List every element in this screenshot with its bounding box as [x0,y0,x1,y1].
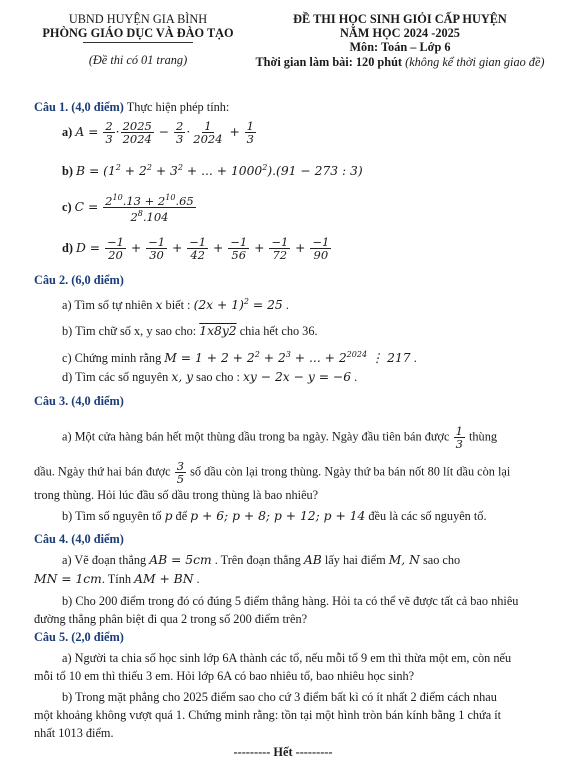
q4-a-line2: MN = 1cm. Tính AM + BN . [34,572,200,586]
q1-d-expr: D = $\frac{-1}{20}$ + $\frac{-1}{30}$ + $\frac{-1}{42}$ + $\frac{-1}{56}$ + $\frac{-1}{72}$ + $\frac{-1}{90}$ [76,235,330,262]
q5-b-line1: b) Trong mặt phẳng cho 2025 điểm sao cho cứ 3 điểm bất kì có ít nhất 2 điểm cách nhau [62,690,497,704]
q1-a-label: a) [62,125,73,139]
q1-a-expr: A = $\frac{2}{3}$ · $\frac{2025}{2024}$ − $\frac{2}{3}$ · $\frac{1}{2024}$ + $\frac{1}{3}$ [75,119,254,146]
time-limit-main: Thời gian làm bài: 120 phút [255,55,403,69]
q1-title: Câu 1. (4,0 điểm) [34,100,124,114]
q2-c: c) Chứng minh rằng $M = 1 + 2 + 2^2 + 2^3$ + ... + $2^{2024}$ ⋮ 217 . [62,350,417,366]
q4-b-line2: đường thẳng phân biệt đi qua 2 trong số 200 điểm trên? [34,612,308,626]
time-limit [240,55,560,69]
q1-b [62,163,363,179]
q3-a-text3: dầu. Ngày thứ hai bán được [34,464,171,479]
q1-d [62,236,332,261]
q5-title: Câu 5. (2,0 điểm) [34,630,124,644]
q2-b [62,324,318,339]
q2-title: Câu 2. (6,0 điểm) [34,273,124,287]
q3-b: b) Tìm số nguyên tố p để p + 6; p + 8; p + 12; p + 14 đều là các số nguyên tố. [62,509,487,523]
q2-b-text1: b) Tìm chữ số x, y sao cho: [62,324,197,338]
department-name: PHÒNG GIÁO DỤC VÀ ĐÀO TẠO [42,26,234,40]
q4-a-line1: a) Vẽ đoạn thẳng AB = 5cm . Trên đoạn thẳng AB lấy hai điểm M, N sao cho [62,553,461,567]
q1-b-expr: $B = (1^2 + 2^2 + 3^2$ + ... + $1000^2).(91 - 273$ : 3) [76,163,363,179]
page-count-note: (Đề thi có 01 trang) [88,53,188,67]
q2-b-number: 1x8y2 [199,324,237,338]
end-marker: --------- Hết --------- [233,745,333,759]
district-name: UBND HUYỆN GIA BÌNH [68,12,208,26]
q2-d: d) Tìm các số nguyên x, y sao cho : xy − 2x − y = −6 . [62,370,358,384]
school-year: NĂM HỌC 2024 -2025 [340,26,460,40]
q5-b-line2: một khoảng không vượt quá 1. Chứng minh rằng: tồn tại một hình tròn bán kính bằng 1 chứa ít [34,708,502,722]
q1-intro: Thực hiện phép tính: [126,100,230,114]
q3-a-text1: a) Một cửa hàng bán hết một thùng dầu trong ba ngày. Ngày đầu tiên bán được [62,429,450,444]
q1-a [62,120,257,145]
header-left [18,12,258,67]
q1-c [62,192,197,223]
q1-c-expr: C = $\frac{2^{10}.13 + 2^{10}.65}{2^8.104}$ [74,193,194,224]
q4-title: Câu 4. (4,0 điểm) [34,532,124,546]
q2-b-text2: chia hết cho 36. [239,324,318,338]
q3-a-text2: thùng [468,429,497,444]
q1-header [34,100,229,115]
q4-b-line1: b) Cho 200 điểm trong đó có đúng 5 điểm thẳng hàng. Hỏi ta có thể vẽ được tất cả bao nhiêu [62,594,519,608]
time-limit-note: (không kể thời gian giao đề) [405,55,545,69]
header-divider [83,42,193,43]
q1-b-label: b) [62,164,73,179]
q1-c-label: c) [62,199,72,214]
q3-a-line3: trong thùng. Hỏi lúc đầu số dầu trong thùng là bao nhiêu? [34,488,319,502]
subject: Môn: Toán – Lớp 6 [349,40,451,54]
q5-b-line3: nhất 1013 điểm. [34,726,114,740]
header-right [240,12,560,69]
q5-a-line2: mỗi tổ 10 em thì thiếu 3 em. Hỏi lớp 6A có bao nhiêu tổ, bao nhiêu học sinh? [34,669,415,683]
q1-d-label: d) [62,241,73,255]
q3-a-line2: dầu. Ngày thứ hai bán được $\frac{3}{5}$ số dầu còn lại trong thùng. Ngày thứ ba bán nốt 80 lít dầu còn lại [34,459,511,486]
q3-a-line1: a) Một cửa hàng bán hết một thùng dầu trong ba ngày. Ngày đầu tiên bán được $\frac{1}{3}$ thùng [62,424,497,451]
q5-a-line1: a) Người ta chia số học sinh lớp 6A thành các tổ, nếu mỗi tổ 9 em thì thừa một em, còn nếu [62,651,512,665]
exam-title: ĐỀ THI HỌC SINH GIỎI CẤP HUYỆN [293,12,507,26]
q2-a: a) Tìm số tự nhiên x biết : $(2x + 1)^2 = 25$ . [62,297,289,313]
q3-title: Câu 3. (4,0 điểm) [34,394,124,408]
q3-a-text4: số dầu còn lại trong thùng. Ngày thứ ba bán nốt 80 lít dầu còn lại [190,464,511,479]
